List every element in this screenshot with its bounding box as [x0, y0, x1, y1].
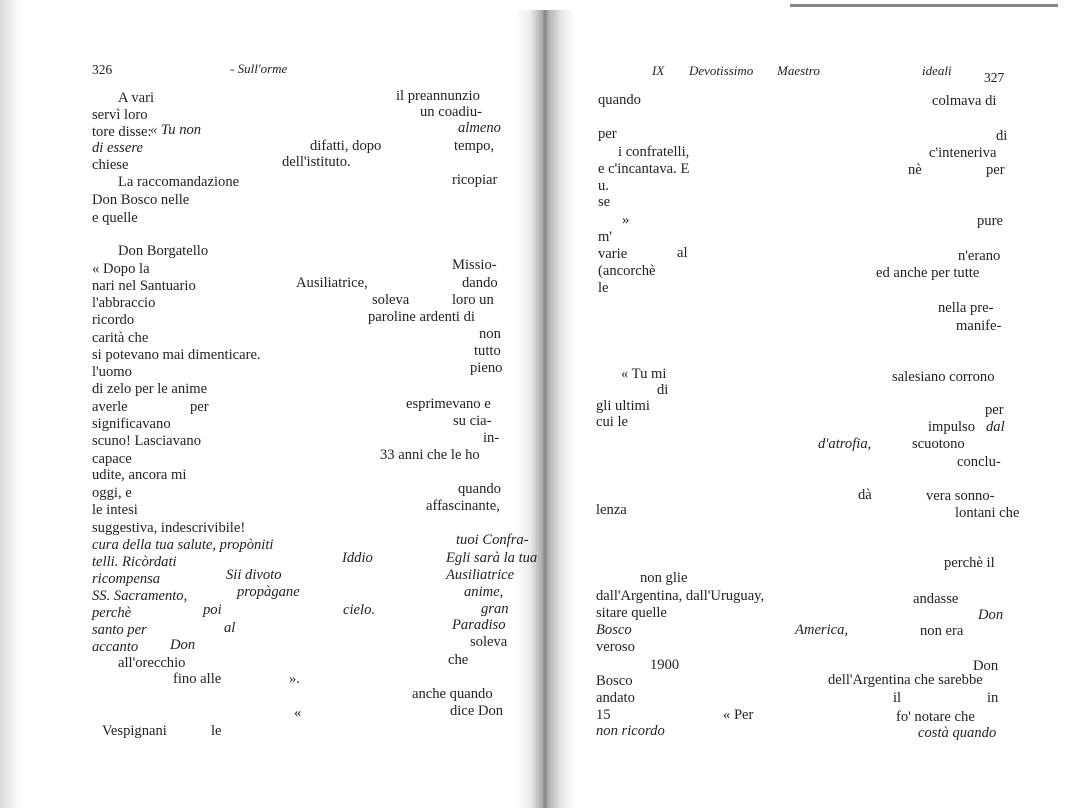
text-line: non era — [920, 623, 964, 639]
text-line: carità che — [92, 330, 149, 346]
text-line: fino alle — [173, 671, 222, 687]
text-line: cui le — [596, 414, 629, 430]
text-line: per — [985, 402, 1004, 418]
text-line: non glie — [640, 570, 688, 586]
text-line: esprimevano e — [406, 396, 491, 412]
text-line: 1900 — [650, 657, 680, 673]
text-line: « Tu mi — [621, 366, 667, 382]
text-line: il preannunzio — [396, 88, 480, 104]
text-line: quando — [598, 92, 641, 108]
text-line: l'abbraccio — [92, 295, 156, 311]
text-line: salesiano corrono — [892, 369, 995, 385]
text-line: A vari — [118, 90, 155, 106]
text-line: cielo. — [343, 602, 376, 618]
text-line: scuno! Lasciavano — [92, 433, 202, 449]
text-line: al — [677, 245, 688, 261]
text-line: Don Bosco nelle — [92, 192, 190, 208]
text-line: anime, — [464, 584, 504, 600]
text-line: (ancorchè — [598, 263, 656, 279]
text-line: averle — [92, 399, 128, 415]
text-line: m' — [598, 229, 612, 245]
text-line: Sii divoto — [226, 567, 282, 583]
text-line: tore disse: — [92, 124, 152, 140]
text-line: chiese — [92, 157, 129, 173]
text-line: gran — [481, 601, 509, 617]
text-line: se — [598, 194, 611, 210]
text-line: loro un — [452, 292, 494, 308]
text-line: poi — [203, 602, 222, 618]
text-line: impulso — [928, 419, 976, 435]
running-head-word: Maestro — [777, 63, 820, 78]
text-line: tuoi Confra- — [456, 532, 529, 548]
text-line: perchè — [92, 605, 132, 621]
text-line: La raccomandazione — [118, 174, 240, 190]
text-line: nella pre- — [938, 300, 994, 316]
text-line: servì loro — [92, 107, 148, 123]
text-line: propàgane — [237, 584, 300, 600]
text-line: Don Borgatello — [118, 243, 209, 259]
page-number: 326 — [92, 62, 113, 77]
text-line: sitare quelle — [596, 605, 667, 621]
text-line: dal — [986, 419, 1005, 435]
text-line: lenza — [596, 502, 627, 518]
text-line: significavano — [92, 416, 171, 432]
text-line: 15 — [596, 707, 611, 723]
text-line: c'inteneriva — [929, 145, 997, 161]
text-line: Vespignani — [102, 723, 167, 739]
text-line: e c'incantava. E — [598, 161, 690, 177]
text-line: perchè il — [944, 555, 995, 571]
text-line: ricompensa — [92, 571, 161, 587]
text-line: il — [893, 690, 902, 706]
text-line: dice Don — [450, 703, 504, 719]
text-line: per — [986, 162, 1005, 178]
text-line: che — [448, 652, 469, 668]
text-line: « Dopo la — [92, 261, 150, 277]
text-line: si potevano mai dimenticare. — [92, 347, 261, 363]
text-line: « — [294, 705, 302, 721]
text-line: ricopiar — [452, 172, 498, 188]
text-line: varie — [598, 246, 628, 262]
text-line: di essere — [92, 140, 143, 156]
text-line: tutto — [474, 343, 501, 359]
text-line: Don — [170, 637, 196, 653]
text-line: manife- — [956, 318, 1002, 334]
text-line: pure — [977, 213, 1003, 229]
text-line: lontani che — [955, 505, 1020, 521]
text-line: d'atrofia, — [818, 436, 872, 452]
running-head-right: ideali — [922, 63, 952, 78]
text-line: gli ultimi — [596, 398, 650, 414]
text-line: fo' notare che — [896, 709, 975, 725]
text-line: soleva — [372, 292, 410, 308]
text-line: per — [190, 399, 209, 415]
text-line: ed anche per tutte — [876, 265, 980, 281]
text-line: dà — [858, 487, 872, 503]
running-head-chapter: IX — [652, 63, 665, 78]
text-line: « Tu non — [150, 122, 202, 138]
text-line: difatti, dopo — [310, 138, 382, 154]
text-line: le intesi — [92, 502, 138, 518]
text-line: colmava di — [932, 93, 997, 109]
text-line: dell'istituto. — [282, 154, 351, 170]
text-line: 33 anni che le ho — [380, 447, 480, 463]
text-line: non — [479, 326, 501, 342]
text-line: dall'Argentina, dall'Uruguay, — [596, 588, 765, 604]
text-line: accanto — [92, 639, 139, 655]
text-line: nari nel Santuario — [92, 278, 196, 294]
text-line: oggi, e — [92, 485, 132, 501]
text-line: per — [598, 126, 617, 142]
text-line: Don — [973, 658, 999, 674]
text-line: soleva — [470, 634, 508, 650]
text-line: Egli sarà la tua — [446, 550, 538, 566]
text-line: pieno — [470, 360, 503, 376]
text-line: le — [598, 280, 609, 296]
text-line: conclu- — [957, 454, 1001, 470]
top-edge-rule — [790, 4, 1058, 7]
text-line: in- — [483, 430, 500, 446]
text-line: Iddio — [342, 550, 373, 566]
text-line: quando — [458, 481, 501, 497]
text-line: dell'Argentina che sarebbe — [828, 672, 983, 688]
text-line: tempo, — [454, 138, 495, 154]
text-line: u. — [598, 178, 609, 194]
text-line: l'uomo — [92, 364, 132, 380]
text-line: n'erano — [958, 248, 1001, 264]
text-line: nè — [908, 162, 922, 178]
page-edge — [0, 0, 22, 808]
text-line: Don — [978, 607, 1004, 623]
text-line: di — [996, 128, 1008, 144]
text-line: veroso — [596, 639, 635, 655]
text-line: cura della tua salute, propòniti — [92, 537, 274, 553]
text-line: su cia- — [453, 413, 492, 429]
text-line: America, — [795, 622, 849, 638]
text-line: santo per — [92, 622, 147, 638]
text-line: in — [987, 690, 999, 706]
text-line: udite, ancora mi — [92, 467, 187, 483]
text-line: di zelo per le anime — [92, 381, 208, 397]
text-line: costà quando — [918, 725, 997, 741]
text-line: suggestiva, indescrivibile! — [92, 520, 246, 536]
text-line: Bosco — [596, 673, 633, 689]
book-gutter — [515, 10, 575, 808]
running-head-title: Devotissimo — [689, 63, 754, 78]
text-line: Ausiliatrice, — [296, 275, 368, 291]
text-line: un coadiu- — [420, 104, 483, 120]
text-line: Missio- — [452, 257, 497, 273]
text-line: scuotono — [912, 436, 965, 452]
page-number: 327 — [984, 70, 1005, 85]
text-line: e quelle — [92, 210, 138, 226]
text-line: paroline ardenti di — [368, 309, 475, 325]
text-line: le — [211, 723, 222, 739]
text-line: almeno — [458, 120, 501, 136]
text-line: Ausiliatrice — [446, 567, 515, 583]
text-line: andasse — [913, 591, 959, 607]
text-line: SS. Sacramento, — [92, 588, 188, 604]
text-line: vera sonno- — [926, 488, 995, 504]
text-line: » — [622, 212, 630, 228]
text-line: anche quando — [412, 686, 493, 702]
text-line: « Per — [723, 707, 754, 723]
text-line: non ricordo — [596, 723, 665, 739]
text-line: telli. Ricòrdati — [92, 554, 177, 570]
text-line: Paradiso — [452, 617, 506, 633]
text-line: al — [224, 620, 236, 636]
text-line: ricordo — [92, 312, 135, 328]
text-line: Bosco — [596, 622, 632, 638]
text-line: capace — [92, 451, 132, 467]
text-line: dando — [462, 275, 498, 291]
text-line: di — [657, 382, 669, 398]
text-line: ». — [289, 671, 300, 687]
text-line: affascinante, — [426, 498, 500, 514]
text-line: i confratelli, — [618, 144, 690, 160]
text-line: all'orecchio — [118, 655, 186, 671]
running-head: - Sull'orme — [230, 61, 288, 76]
text-line: andato — [596, 690, 635, 706]
